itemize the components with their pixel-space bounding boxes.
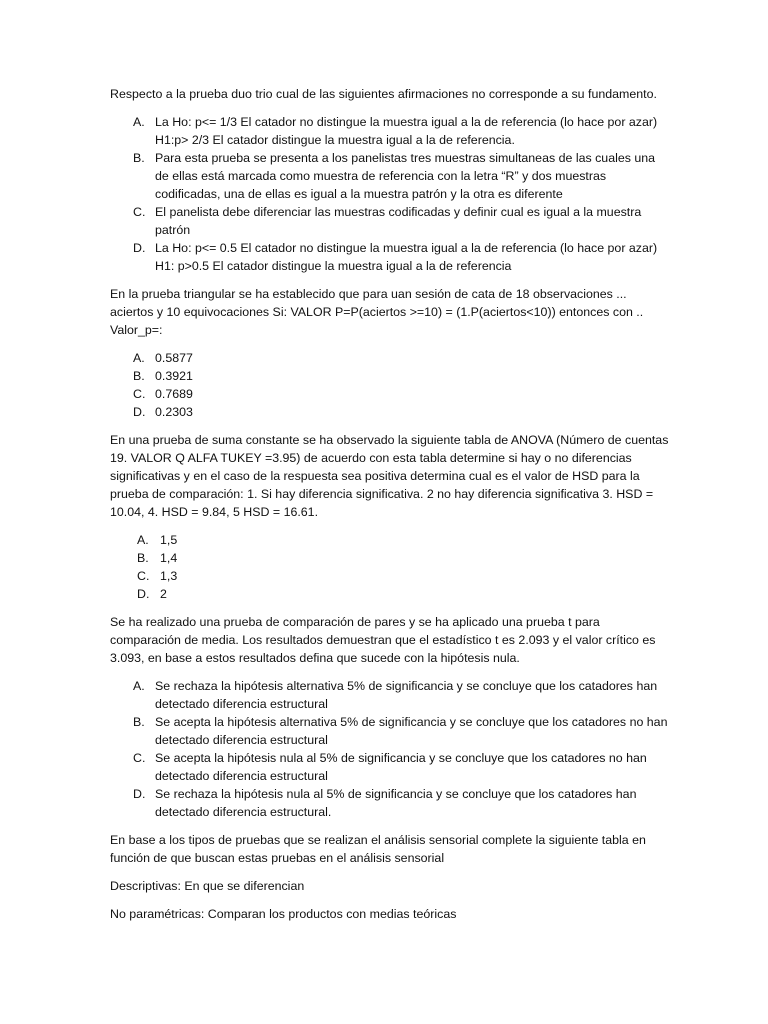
option-text: La Ho: p<= 1/3 El catador no distingue la muestra igual a la de referencia (lo hace por azar) H1:p> 2/3 El catador distingue la muestra igual a la de referencia.	[155, 115, 658, 147]
question-1-option-d	[110, 239, 670, 275]
question-3-prompt: En una prueba de suma constante se ha observado la siguiente tabla de ANOVA (Número de cuentas 19. VALOR Q ALFA TUKEY =3.95) de acuerdo con esta tabla determine si hay o no diferencias significativas y en el caso de la respuesta sea positiva determina cual es el valor de HSD para la prueba de comparación: 1. Si hay diferencia significativa. 2 no hay diferencia significativa 3. HSD = 10.04, 4. HSD = 9.84, 5 HSD = 16.61.	[110, 433, 669, 519]
question-5-prompt: En base a los tipos de pruebas que se realizan el análisis sensorial complete la siguiente tabla en función de que buscan estas pruebas en el análisis sensorial	[110, 833, 646, 865]
question-1-option-b	[110, 149, 670, 203]
question-4-option-a	[110, 677, 670, 713]
option-text: El panelista debe diferenciar las muestras codificadas y definir cual es igual a la muestra patrón	[155, 205, 642, 237]
question-3-option-d	[110, 585, 670, 603]
option-letter: C.	[133, 387, 146, 401]
option-letter: B.	[133, 151, 145, 165]
option-letter: C.	[133, 205, 146, 219]
option-text: 2	[160, 587, 167, 601]
question-3-option-b	[110, 549, 670, 567]
option-letter: A.	[137, 533, 149, 547]
option-letter: A.	[133, 351, 145, 365]
question-2-options	[110, 349, 670, 421]
question-5-line-no-parametricas: No paramétricas: Comparan los productos con medias teóricas	[110, 907, 457, 921]
question-2-prompt: En la prueba triangular se ha establecido que para uan sesión de cata de 18 observaciones ... aciertos y 10 equivocaciones Si: VALOR P=P(aciertos >=10) = (1.P(aciertos<10)) entonces con .. Valor_p=:	[110, 287, 644, 337]
question-1-prompt: Respecto a la prueba duo trio cual de las siguientes afirmaciones no corresponde a su fundamento.	[110, 87, 657, 101]
question-3-option-a	[110, 531, 670, 549]
option-text: La Ho: p<= 0.5 El catador no distingue la muestra igual a la de referencia (lo hace por azar) H1: p>0.5 El catador distingue la muestra igual a la de referencia	[155, 241, 658, 273]
option-text: Se rechaza la hipótesis nula al 5% de significancia y se concluye que los catadores han detectado diferencia estructural.	[155, 787, 637, 819]
option-letter: D.	[137, 587, 150, 601]
question-2-option-d	[110, 403, 670, 421]
option-text: 0.3921	[155, 369, 193, 383]
question-5-line-descriptivas: Descriptivas: En que se diferencian	[110, 879, 305, 893]
question-4-option-c	[110, 749, 670, 785]
option-text: 1,3	[160, 569, 178, 583]
question-4-options	[110, 677, 670, 821]
option-text: 0.7689	[155, 387, 193, 401]
option-text: Para esta prueba se presenta a los panelistas tres muestras simultaneas de las cuales una de ellas está marcada como muestra de referencia con la letra “R” y dos muestras codificadas, una de ellas es igual a la muestra patrón y la otra es diferente	[155, 151, 656, 201]
option-letter: D.	[133, 241, 146, 255]
option-letter: A.	[133, 115, 145, 129]
option-letter: A.	[133, 679, 145, 693]
question-4-prompt: Se ha realizado una prueba de comparación de pares y se ha aplicado una prueba t para comparación de media. Los resultados demuestran que el estadístico t es 2.093 y el valor crítico es 3.093, en base a estos resultados defina que sucede con la hipótesis nula.	[110, 615, 656, 665]
option-text: 1,5	[160, 533, 178, 547]
option-text: 0.2303	[155, 405, 193, 419]
question-3-option-c	[110, 567, 670, 585]
question-4-option-d	[110, 785, 670, 821]
question-2-option-a	[110, 349, 670, 367]
question-3-options	[110, 531, 670, 603]
option-text: 0.5877	[155, 351, 193, 365]
option-letter: D.	[133, 405, 146, 419]
question-1-option-a	[110, 113, 670, 149]
question-1-option-c	[110, 203, 670, 239]
option-letter: B.	[133, 369, 145, 383]
question-4-option-b	[110, 713, 670, 749]
question-1-options	[110, 113, 670, 275]
question-2-option-b	[110, 367, 670, 385]
option-text: Se acepta la hipótesis alternativa 5% de significancia y se concluye que los catadores no han detectado diferencia estructural	[155, 715, 668, 747]
option-text: 1,4	[160, 551, 178, 565]
option-letter: B.	[133, 715, 145, 729]
option-text: Se rechaza la hipótesis alternativa 5% de significancia y se concluye que los catadores han detectado diferencia estructural	[155, 679, 658, 711]
option-letter: C.	[137, 569, 150, 583]
option-text: Se acepta la hipótesis nula al 5% de significancia y se concluye que los catadores no han detectado diferencia estructural	[155, 751, 647, 783]
question-2-option-c	[110, 385, 670, 403]
option-letter: C.	[133, 751, 146, 765]
document-page	[110, 85, 670, 923]
option-letter: D.	[133, 787, 146, 801]
option-letter: B.	[137, 551, 149, 565]
